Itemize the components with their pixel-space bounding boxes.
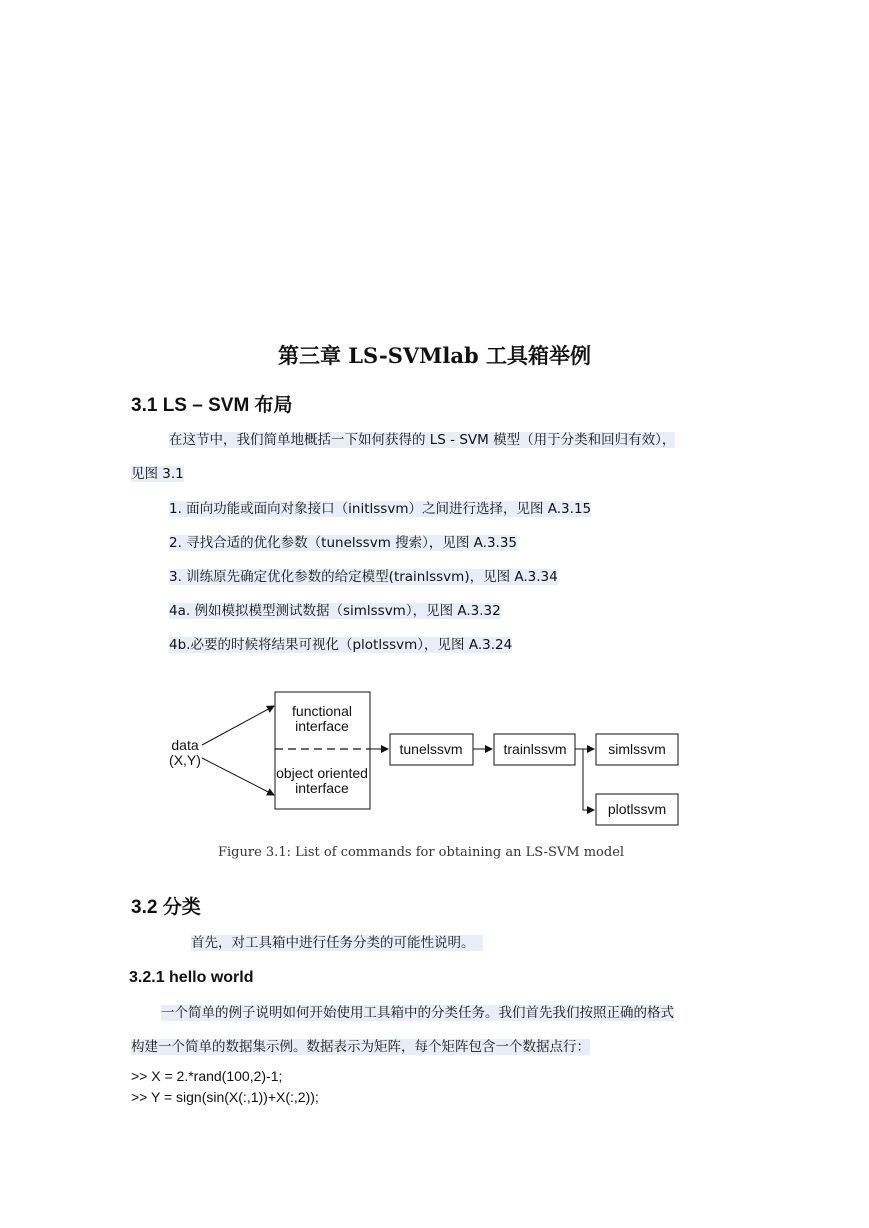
step-3: 3. 训练原先确定优化参数的给定模型(trainlssvm)，见图 A.3.34: [169, 569, 558, 585]
code-line-2: >> Y = sign(sin(X(:,1))+X(:,2));: [131, 1089, 319, 1105]
para-line-1: 一个简单的例子说明如何开始使用工具箱中的分类任务。我们首先我们按照正确的格式: [161, 1005, 674, 1021]
step-1: 1. 面向功能或面向对象接口（initlssvm）之间进行选择，见图 A.3.15: [169, 501, 592, 517]
arrow-to-functional: [202, 706, 274, 745]
arrow-to-plotlssvm: [583, 749, 594, 810]
step-4b: 4b.必要的时候将结果可视化（plotlssvm），见图 A.3.24: [169, 637, 513, 653]
section-3-2-intro: 首先，对工具箱中进行任务分类的可能性说明。: [191, 935, 483, 951]
step-4a: 4a. 例如模拟模型测试数据（simlssvm），见图 A.3.32: [169, 603, 501, 619]
tunelssvm-label: tunelssvm: [399, 741, 463, 757]
xy-label: (X,Y): [169, 752, 201, 768]
functional-label: functional: [292, 703, 352, 719]
intro-line-1: 在这节中，我们简单地概括一下如何获得的 LS - SVM 模型（用于分类和回归有效），: [169, 432, 676, 448]
section-3-1-heading: 3.1 LS – SVM 布局: [131, 395, 293, 416]
trainlssvm-label: trainlssvm: [503, 741, 567, 757]
simlssvm-label: simlssvm: [608, 741, 666, 757]
code-line-1: >> X = 2.*rand(100,2)-1;: [131, 1068, 283, 1084]
functional-interface-label: interface: [295, 718, 349, 734]
object-oriented-label: object oriented: [276, 765, 368, 781]
section-3-2-1-heading: 3.2.1 hello world: [129, 969, 254, 986]
para-line-2: 构建一个简单的数据集示例。数据表示为矩阵，每个矩阵包含一个数据点行：: [131, 1039, 590, 1055]
arrow-to-object: [202, 758, 274, 795]
figure-3-1-diagram: [150, 680, 710, 840]
data-label: data: [171, 737, 199, 753]
intro-line-2: 见图 3.1: [131, 466, 184, 482]
step-2: 2. 寻找合适的优化参数（tunelssvm 搜索），见图 A.3.35: [169, 535, 518, 551]
plotlssvm-label: plotlssvm: [607, 801, 667, 817]
section-3-2-heading: 3.2 分类: [131, 897, 201, 918]
figure-caption: Figure 3.1: List of commands for obtaining an LS-SVM model: [218, 845, 625, 860]
chapter-title: 第三章 LS-SVMlab 工具箱举例: [277, 343, 591, 368]
object-interface-label: interface: [295, 780, 349, 796]
